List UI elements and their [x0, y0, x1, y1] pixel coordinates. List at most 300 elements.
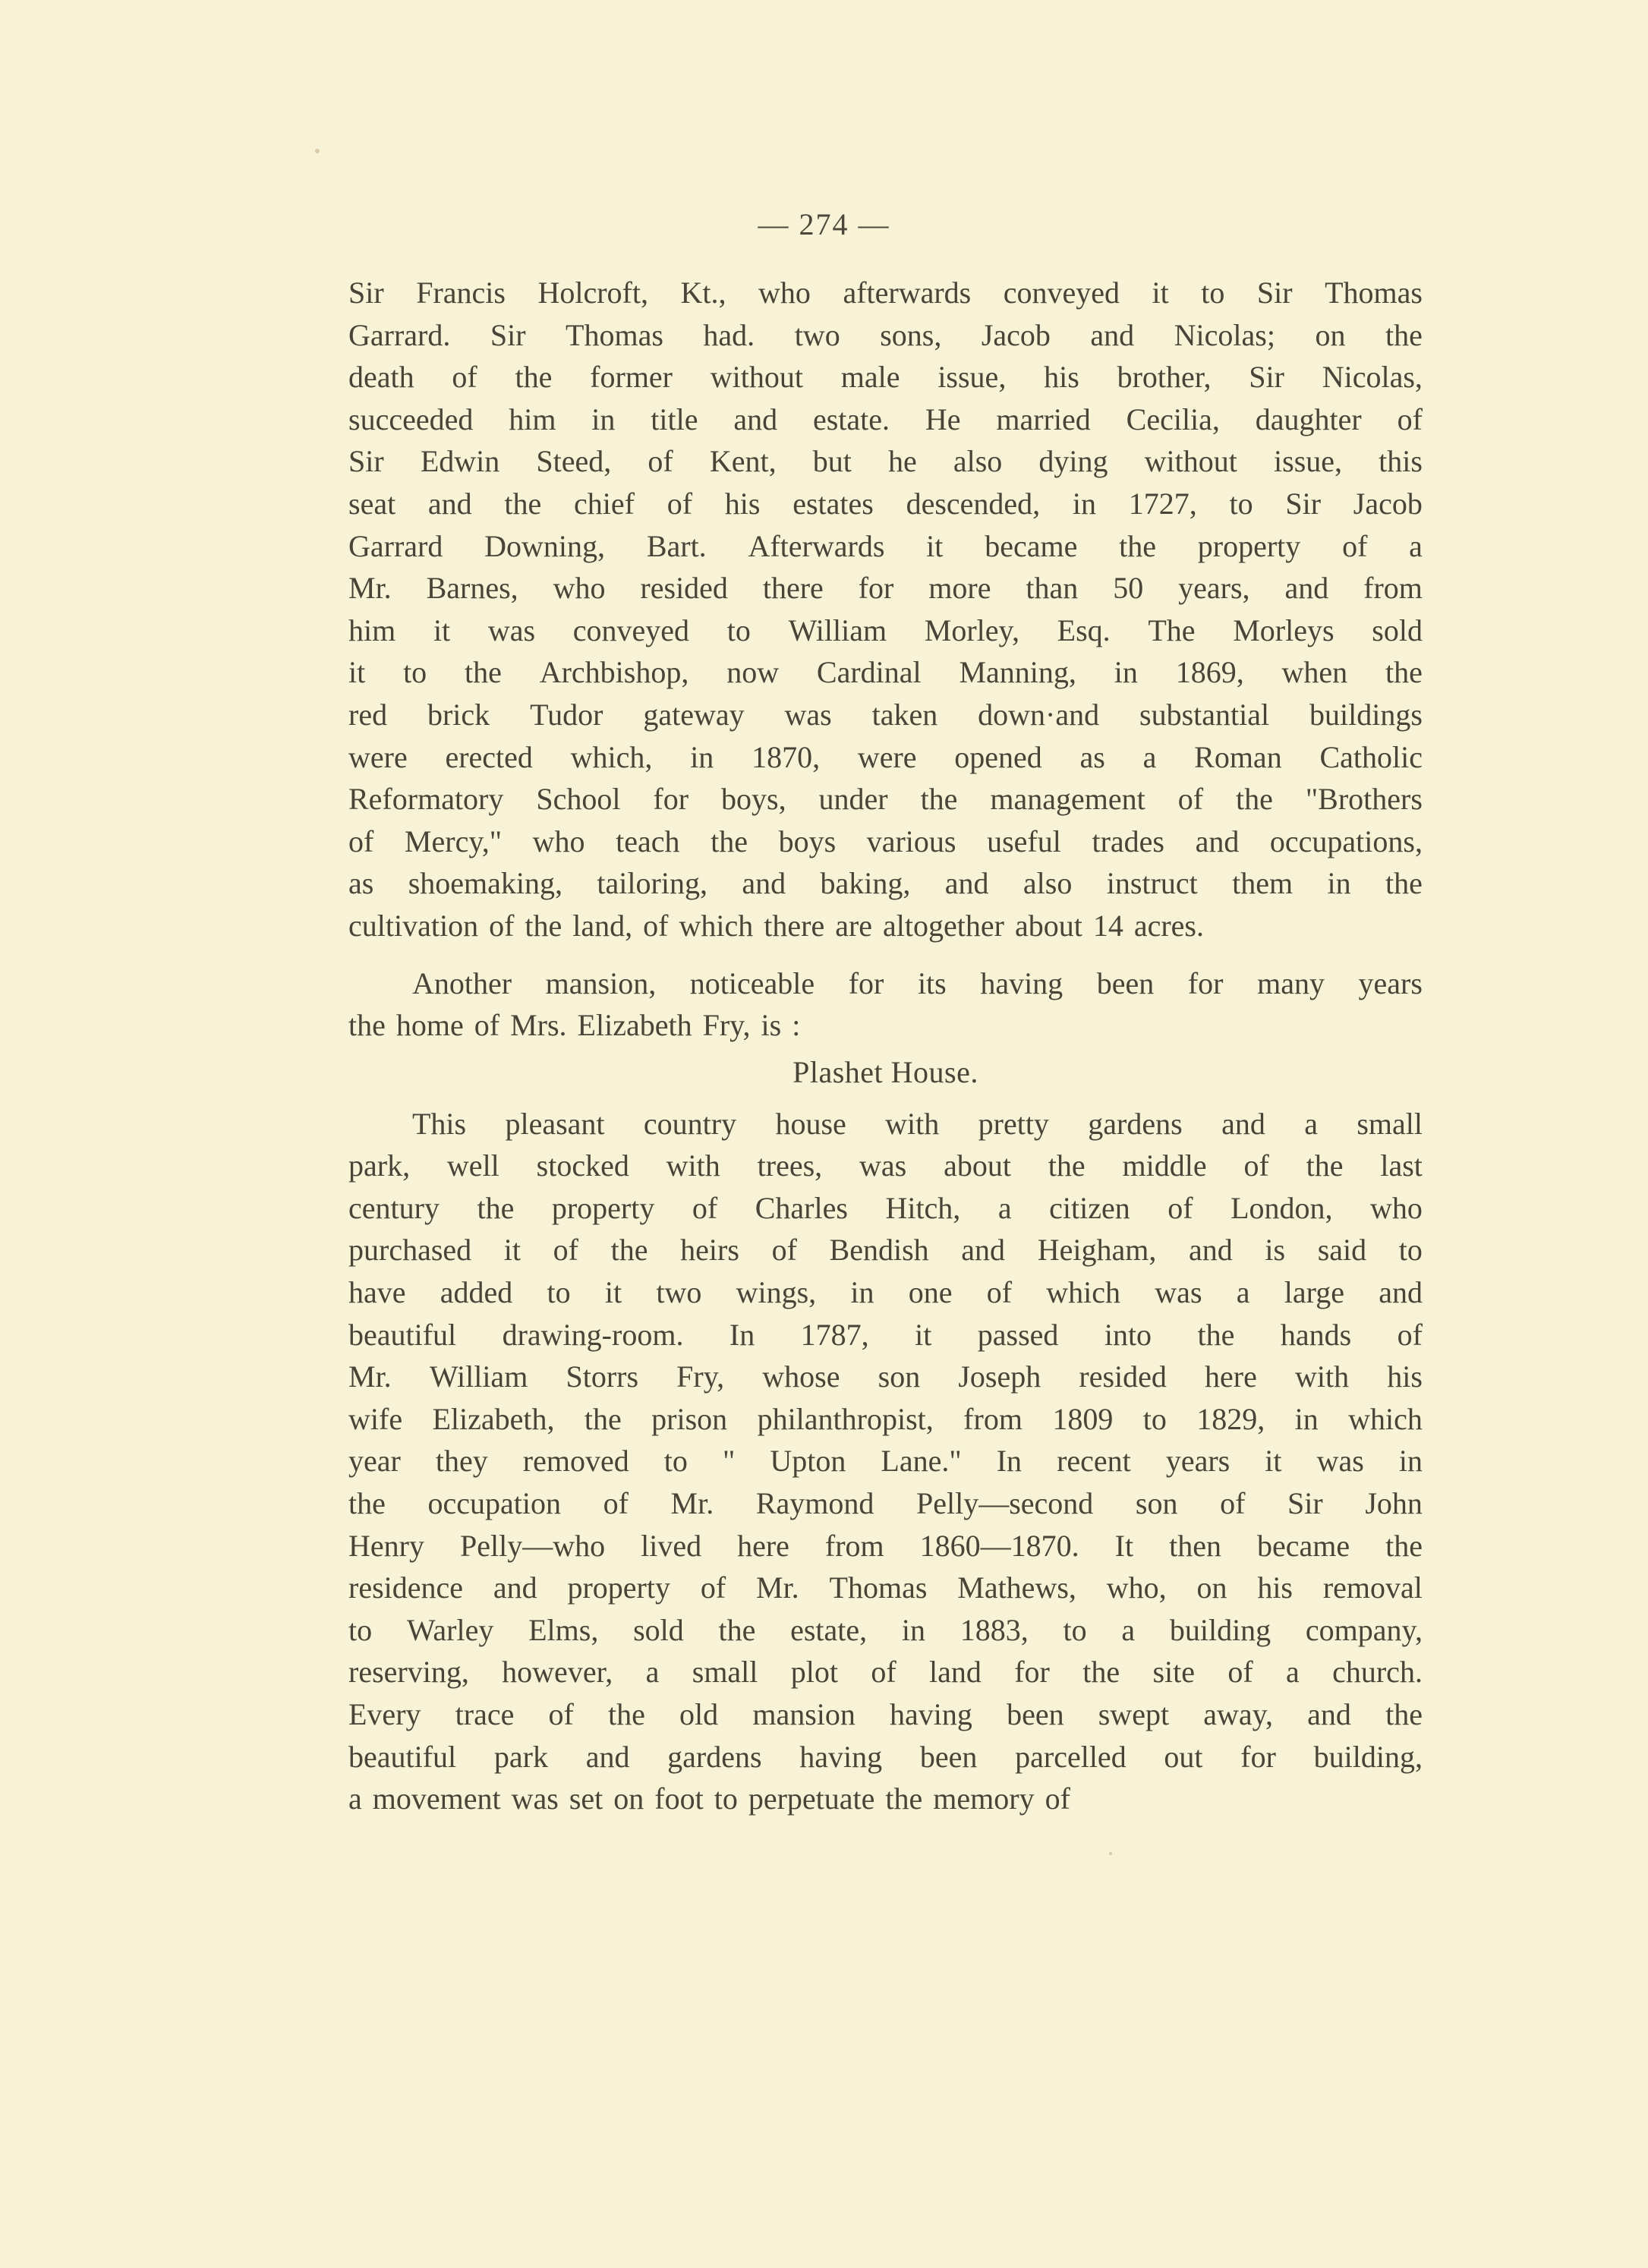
- word: have: [348, 1275, 406, 1310]
- word: also: [953, 444, 1003, 479]
- section-heading: Plashet House.: [792, 1054, 978, 1089]
- word: in: [1114, 655, 1138, 690]
- word: Barnes,: [426, 571, 518, 606]
- word: land: [929, 1655, 982, 1690]
- word: is: [1265, 1233, 1286, 1268]
- word: Nicolas;: [1174, 317, 1275, 352]
- word: 1883,: [959, 1612, 1029, 1647]
- word: of: [986, 1275, 1013, 1310]
- word: of: [666, 486, 693, 521]
- text-line: [348, 736, 1423, 779]
- word: a: [1409, 528, 1423, 563]
- word: Sir: [348, 444, 384, 479]
- word: but: [812, 444, 852, 479]
- word: having: [890, 1697, 972, 1731]
- word: property: [1197, 528, 1301, 563]
- word: on: [613, 1781, 644, 1816]
- word: the: [465, 655, 502, 690]
- word: dying: [1038, 444, 1108, 479]
- word: taken: [871, 697, 938, 732]
- word: of: [452, 360, 477, 395]
- word: and: [585, 1739, 630, 1774]
- word: to: [726, 613, 751, 647]
- word: the: [504, 486, 542, 521]
- word: Pelly—second: [915, 1486, 1094, 1521]
- word: of: [348, 824, 374, 858]
- word: stocked: [536, 1148, 629, 1183]
- text-line: [348, 1271, 1423, 1314]
- word: Cardinal: [816, 655, 922, 690]
- word: was: [487, 613, 536, 647]
- word: property: [567, 1570, 670, 1605]
- word: was: [1155, 1275, 1202, 1310]
- word: in: [1327, 866, 1351, 901]
- word: of: [700, 1570, 726, 1605]
- word: home: [395, 1008, 464, 1043]
- word: small: [692, 1655, 758, 1690]
- word: whose: [762, 1359, 840, 1394]
- word: Heigham,: [1037, 1233, 1157, 1268]
- word: large: [1284, 1275, 1344, 1310]
- word: citizen: [1049, 1190, 1130, 1225]
- word: a: [1121, 1612, 1136, 1647]
- word: Sir: [1285, 486, 1322, 521]
- word: wife: [348, 1401, 403, 1436]
- word: in: [850, 1275, 874, 1310]
- word: various: [866, 824, 956, 858]
- word: Nicolas,: [1322, 360, 1423, 395]
- word: now: [726, 655, 780, 690]
- word: his: [724, 486, 761, 521]
- word: him: [348, 613, 396, 647]
- word: Holcroft,: [537, 276, 648, 310]
- word: School: [536, 782, 621, 817]
- word: Tudor: [530, 697, 603, 732]
- word: Sir: [1256, 276, 1293, 310]
- word: issue,: [937, 360, 1007, 395]
- word: Pelly—who: [459, 1528, 606, 1563]
- text-line: [348, 1609, 1423, 1652]
- word: was: [784, 697, 832, 732]
- word: years: [1165, 1444, 1230, 1479]
- word: about: [944, 1148, 1011, 1183]
- word: opened: [954, 739, 1042, 774]
- word: with: [666, 1148, 720, 1183]
- word: removal: [1322, 1570, 1423, 1605]
- word: of: [548, 1697, 574, 1731]
- word: became: [1256, 1528, 1350, 1563]
- word: noticeable: [689, 965, 815, 1000]
- text-line: [348, 610, 1423, 652]
- word: year: [348, 1444, 401, 1479]
- word: a: [1142, 739, 1157, 774]
- word: small: [1357, 1106, 1423, 1141]
- word: Morley,: [924, 613, 1019, 647]
- paragraphs-before-heading: [348, 272, 1423, 1047]
- word: estate,: [790, 1612, 868, 1647]
- word: Mercy,": [404, 824, 503, 858]
- paper-speck: [1109, 1852, 1112, 1855]
- word: substantial: [1139, 697, 1270, 732]
- word: two: [656, 1275, 702, 1310]
- word: occupations,: [1269, 824, 1423, 858]
- word: to: [1063, 1612, 1087, 1647]
- word: it: [926, 528, 944, 563]
- word: it: [915, 1317, 932, 1352]
- word: this: [1379, 444, 1423, 479]
- word: out: [1164, 1739, 1203, 1774]
- word: in: [1072, 486, 1097, 521]
- word: years,: [1178, 571, 1250, 606]
- word: of: [1397, 1317, 1423, 1352]
- word: the: [885, 1781, 923, 1816]
- word: Mr.: [348, 1359, 392, 1394]
- word: Esq.: [1057, 613, 1111, 647]
- word: 1870,: [752, 739, 821, 774]
- word: it: [604, 1275, 622, 1310]
- word: lived: [641, 1528, 702, 1563]
- word: succeeded: [348, 402, 474, 436]
- word: title: [651, 402, 698, 436]
- word: of: [648, 444, 673, 479]
- word: descended,: [906, 486, 1041, 521]
- word: prison: [651, 1401, 728, 1436]
- word: building,: [1313, 1739, 1423, 1774]
- word: the: [1082, 1655, 1120, 1690]
- word: 1787,: [800, 1317, 869, 1352]
- word: country: [643, 1106, 737, 1141]
- word: useful: [987, 824, 1061, 858]
- word: In: [729, 1317, 755, 1352]
- word: instruct: [1106, 866, 1198, 901]
- word: was: [1316, 1444, 1364, 1479]
- word: Archbishop,: [539, 655, 689, 690]
- word: of: [1220, 1486, 1246, 1521]
- word: passed: [977, 1317, 1059, 1352]
- word: of: [1227, 1655, 1253, 1690]
- word: for: [653, 782, 689, 817]
- word: Fry,: [676, 1359, 725, 1394]
- word: residence: [348, 1570, 464, 1605]
- word: philanthropist,: [757, 1401, 934, 1436]
- text-line: [348, 1103, 1423, 1145]
- word: of: [474, 1008, 500, 1043]
- word: Sir: [490, 317, 526, 352]
- word: the: [1235, 782, 1273, 817]
- text-line: [348, 1525, 1423, 1567]
- text-line: [348, 1187, 1423, 1230]
- word: heirs: [680, 1233, 739, 1268]
- word: however,: [502, 1655, 613, 1690]
- word: Mr.: [670, 1486, 714, 1521]
- word: Thomas: [1325, 276, 1423, 310]
- word: to: [663, 1444, 688, 1479]
- word: Warley: [406, 1612, 494, 1647]
- word: with: [1295, 1359, 1350, 1394]
- word: the: [608, 1697, 645, 1731]
- word: Cecilia,: [1126, 402, 1220, 436]
- word: The: [1148, 613, 1196, 647]
- word: in: [1398, 1444, 1423, 1479]
- word: a: [348, 1781, 362, 1816]
- word: In: [996, 1444, 1023, 1479]
- word: it: [433, 613, 451, 647]
- word: him: [509, 402, 556, 436]
- word: his: [1044, 360, 1079, 395]
- word: foot: [654, 1781, 704, 1816]
- text-line: [348, 1356, 1423, 1398]
- paragraph: [348, 962, 1423, 1047]
- word: to: [547, 1275, 571, 1310]
- paragraph: [348, 1103, 1423, 1820]
- word: from: [1363, 571, 1423, 606]
- word: Steed,: [536, 444, 612, 479]
- word: of: [1342, 528, 1368, 563]
- word: old: [679, 1697, 719, 1731]
- word: Thomas: [829, 1570, 928, 1605]
- word: and: [1221, 1106, 1265, 1141]
- word: Reformatory: [348, 782, 504, 817]
- word: removed: [522, 1444, 629, 1479]
- word: death: [348, 360, 414, 395]
- word: when: [1281, 655, 1348, 690]
- word: to: [348, 1612, 373, 1647]
- text-line: [348, 694, 1423, 736]
- word: to: [1398, 1233, 1423, 1268]
- text-line: [348, 862, 1423, 905]
- word: who,: [1106, 1570, 1167, 1605]
- word: married: [996, 402, 1091, 436]
- word: it: [503, 1233, 521, 1268]
- word: the: [584, 1401, 622, 1436]
- word: been: [1007, 1697, 1064, 1731]
- text-line: [348, 1651, 1423, 1693]
- word: of: [871, 1655, 896, 1690]
- word: boys,: [721, 782, 786, 817]
- paragraph: [348, 272, 1423, 947]
- word: beautiful: [348, 1317, 457, 1352]
- word: and: [1195, 824, 1240, 858]
- word: Jacob: [981, 317, 1051, 352]
- word: "Brothers: [1305, 782, 1423, 817]
- word: to: [1201, 276, 1225, 310]
- word: wings,: [736, 1275, 817, 1310]
- word: here: [737, 1528, 789, 1563]
- word: which: [1348, 1401, 1423, 1436]
- word: altogether: [883, 908, 1004, 943]
- word: became: [985, 528, 1078, 563]
- word: there: [762, 571, 824, 606]
- word: from: [824, 1528, 884, 1563]
- word: and: [1284, 571, 1329, 606]
- word: for: [848, 965, 884, 1000]
- word: into: [1104, 1317, 1152, 1352]
- word: Bendish: [829, 1233, 929, 1268]
- word: of: [643, 908, 669, 943]
- text-line: [348, 778, 1423, 821]
- word: under: [818, 782, 888, 817]
- word: of: [692, 1190, 718, 1225]
- word: the: [1306, 1148, 1344, 1183]
- text-line: [348, 1482, 1423, 1525]
- word: red: [348, 697, 388, 732]
- word: and: [944, 866, 989, 901]
- word: hands: [1280, 1317, 1352, 1352]
- word: Hitch,: [885, 1190, 961, 1225]
- word: on: [1315, 317, 1346, 352]
- paper-speck: [315, 149, 320, 153]
- text-line: [348, 440, 1423, 483]
- word: of: [1177, 782, 1204, 817]
- word: in: [591, 402, 616, 436]
- word: conveyed: [572, 613, 690, 647]
- word: management: [990, 782, 1145, 817]
- word: century: [348, 1190, 440, 1225]
- word: in: [1294, 1401, 1319, 1436]
- text-line: [348, 1145, 1423, 1187]
- word: two: [794, 317, 840, 352]
- word: of: [1045, 1781, 1070, 1816]
- text-line: [348, 314, 1423, 357]
- word: William: [429, 1359, 528, 1394]
- word: who: [553, 571, 606, 606]
- word: and: [1307, 1697, 1351, 1731]
- word: for: [1014, 1655, 1050, 1690]
- word: are: [835, 908, 873, 943]
- word: former: [590, 360, 673, 395]
- word: were: [348, 739, 408, 774]
- word: park: [493, 1739, 548, 1774]
- word: and: [1379, 1275, 1423, 1310]
- word: the: [1385, 1528, 1423, 1563]
- word: 1727,: [1128, 486, 1197, 521]
- word: He: [925, 402, 961, 436]
- word: who: [532, 824, 585, 858]
- word: of: [489, 908, 515, 943]
- word: :: [792, 1008, 801, 1043]
- word: they: [435, 1444, 488, 1479]
- word: the: [610, 1233, 648, 1268]
- word: had.: [703, 317, 755, 352]
- word: Sir: [1287, 1486, 1323, 1521]
- word: Thomas: [566, 317, 663, 352]
- word: Charles: [755, 1190, 848, 1225]
- word: occupation: [427, 1486, 561, 1521]
- word: 50: [1113, 571, 1144, 606]
- word: parcelled: [1015, 1739, 1127, 1774]
- word: the: [711, 824, 748, 858]
- word: company,: [1305, 1612, 1423, 1647]
- word: having: [799, 1739, 883, 1774]
- word: mansion: [752, 1697, 856, 1731]
- word: purchased: [348, 1233, 472, 1268]
- word: London,: [1230, 1190, 1333, 1225]
- word: afterwards: [843, 276, 972, 310]
- word: boys: [778, 824, 837, 858]
- text-line: [348, 272, 1423, 314]
- word: without: [710, 360, 804, 395]
- word: the: [515, 360, 553, 395]
- word: a: [645, 1655, 660, 1690]
- word: the: [1048, 1148, 1086, 1183]
- word: Catholic: [1319, 739, 1423, 774]
- word: gardens: [667, 1739, 762, 1774]
- word: issue,: [1274, 444, 1343, 479]
- word: the: [477, 1190, 515, 1225]
- word: movement: [372, 1781, 501, 1816]
- word: away,: [1203, 1697, 1274, 1731]
- word: and: [733, 402, 778, 436]
- word: Joseph: [958, 1359, 1041, 1394]
- word: 1809: [1052, 1401, 1114, 1436]
- word: pretty: [978, 1106, 1049, 1141]
- word: 1860—1870.: [919, 1528, 1079, 1563]
- word: Manning,: [959, 655, 1076, 690]
- word: in: [690, 739, 714, 774]
- word: Morleys: [1233, 613, 1334, 647]
- word: the: [920, 782, 958, 817]
- word: a: [997, 1190, 1012, 1225]
- word: Sir: [348, 276, 384, 310]
- word: it: [1152, 276, 1169, 310]
- word: Lane.": [881, 1444, 962, 1479]
- word: plot: [790, 1655, 838, 1690]
- word: a: [1304, 1106, 1318, 1141]
- word: Elms,: [528, 1612, 599, 1647]
- word: site: [1152, 1655, 1195, 1690]
- word: Jacob: [1353, 486, 1423, 521]
- word: trees,: [757, 1148, 823, 1183]
- word: house: [775, 1106, 846, 1141]
- word: a: [1286, 1655, 1300, 1690]
- word: Raymond: [755, 1486, 874, 1521]
- word: and: [427, 486, 472, 521]
- word: John: [1365, 1486, 1423, 1521]
- text-line: [348, 1004, 1423, 1047]
- word: park,: [348, 1148, 411, 1183]
- body-text: [348, 272, 1423, 1820]
- word: shoemaking,: [408, 866, 563, 901]
- word: ": [722, 1444, 736, 1479]
- word: the: [348, 1008, 386, 1043]
- word: Mathews,: [957, 1570, 1076, 1605]
- word: is: [761, 1008, 782, 1043]
- word: building: [1169, 1612, 1271, 1647]
- word: Bart.: [646, 528, 707, 563]
- text-line: [348, 398, 1423, 441]
- word: then: [1169, 1528, 1221, 1563]
- word: son: [878, 1359, 921, 1394]
- word: mansion,: [545, 965, 657, 1000]
- word: the: [525, 908, 562, 943]
- word: Henry: [348, 1528, 424, 1563]
- word: the: [718, 1612, 756, 1647]
- word: Every: [348, 1697, 421, 1731]
- word: the: [348, 1486, 386, 1521]
- word: beautiful: [348, 1739, 457, 1774]
- word: and: [1090, 317, 1135, 352]
- word: pleasant: [505, 1106, 605, 1141]
- word: of: [1397, 402, 1423, 436]
- word: tailoring,: [597, 866, 707, 901]
- word: daughter: [1255, 402, 1362, 436]
- text-line: [348, 567, 1423, 610]
- word: sold: [633, 1612, 684, 1647]
- word: also: [1023, 866, 1073, 901]
- word: It: [1114, 1528, 1134, 1563]
- word: recent: [1057, 1444, 1131, 1479]
- word: Garrard.: [348, 317, 451, 352]
